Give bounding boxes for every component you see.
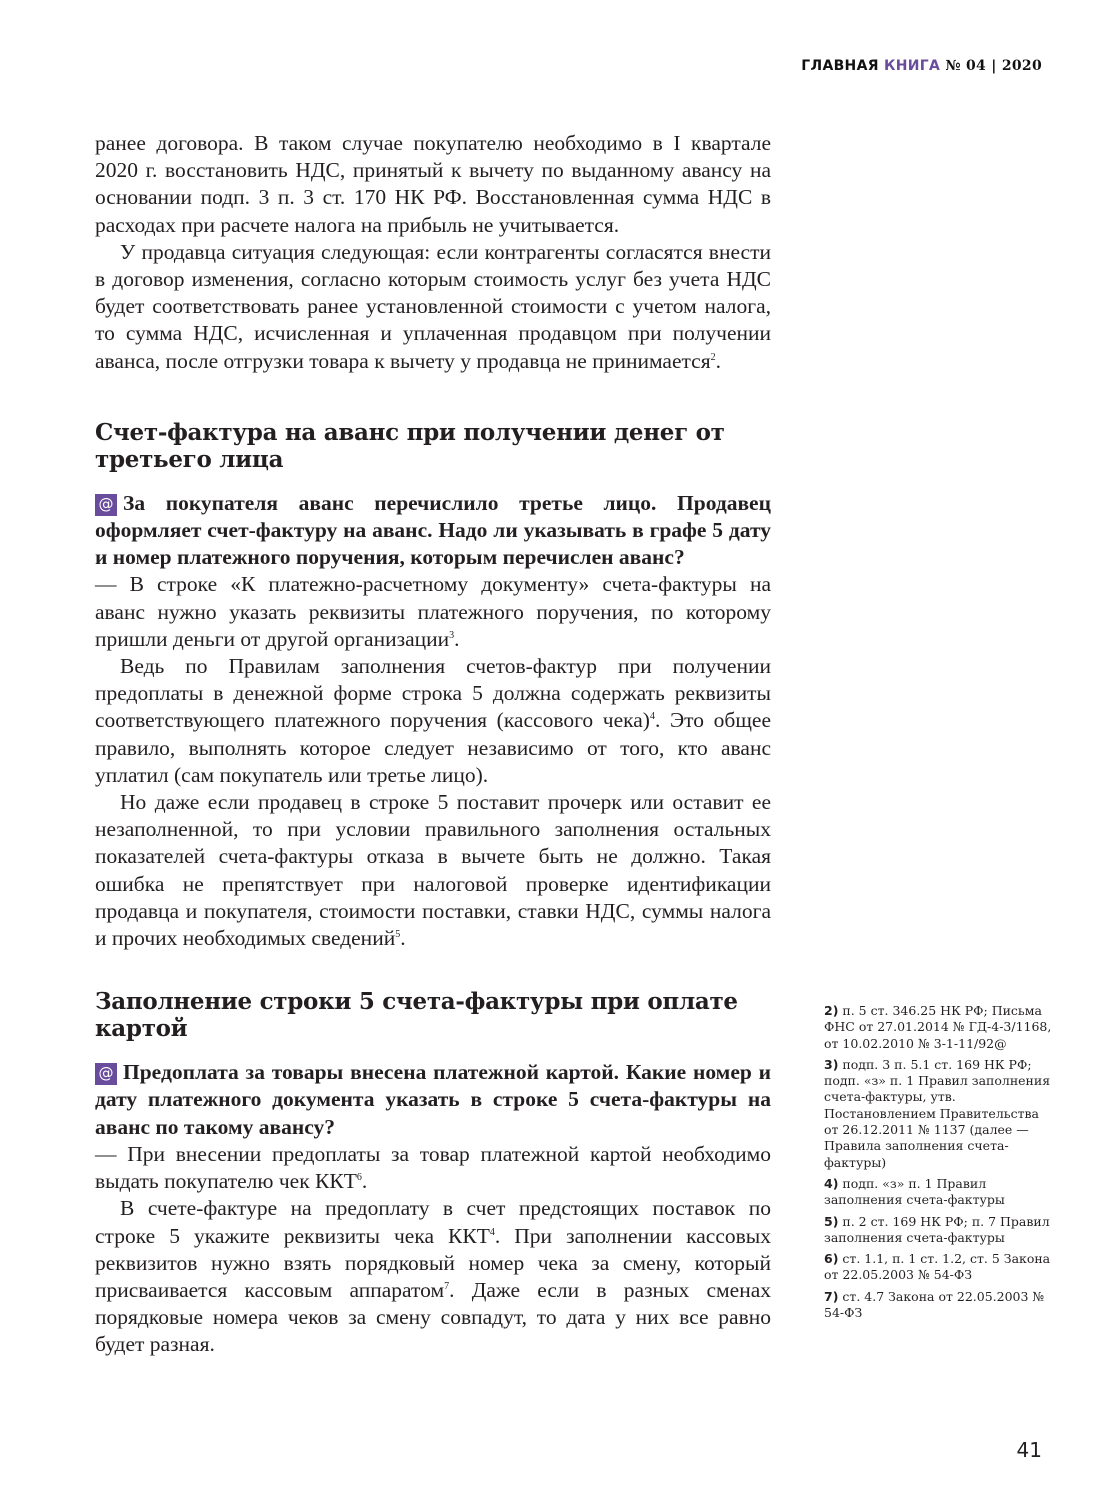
section-heading: Счет-фактура на аванс при получении денег от третьего лица — [95, 418, 725, 473]
footnote: 3) подп. 3 п. 5.1 ст. 169 НК РФ; подп. «з» п. 1 Правил заполнения счета-фактуры, утв. Постановлением Правительства от 26.12.2011 № 1137 (далее — Правила заполнения счета-фактуры) — [824, 1056, 1051, 1170]
brand-name-part1: ГЛАВНАЯ — [801, 58, 879, 74]
answer: — При внесении предоплаты за товар платежной картой необходимо выдать покупателю чек ККТ$^6$. — [95, 1141, 771, 1194]
footnote-ref[interactable]: 2 — [710, 351, 716, 363]
issue-number: № 04 | 2020 — [945, 58, 1042, 74]
footnotes-sidebar — [824, 1003, 1054, 1326]
footnote: 5) п. 2 ст. 169 НК РФ; п. 7 Правил заполнения счета-фактуры — [824, 1213, 1050, 1245]
footnote-ref[interactable]: 3 — [449, 629, 455, 641]
brand-name-part2: КНИГА — [883, 58, 941, 74]
question: @ Предоплата за товары внесена платежной картой. Какие номер и дату платежного документа указать в строке 5 счета-фактуры на аванс по такому авансу? — [95, 1060, 771, 1139]
footnote-ref[interactable]: 6 — [356, 1172, 362, 1184]
footnote: 6) ст. 1.1, п. 1 ст. 1.2, ст. 5 Закона от 22.05.2003 № 54-ФЗ — [824, 1251, 1051, 1283]
footnote: 4) подп. «з» п. 1 Правил заполнения счета-фактуры — [824, 1175, 1005, 1208]
question-at-icon: @ — [95, 1063, 117, 1085]
section-heading: Заполнение строки 5 счета-фактуры при оплате картой — [95, 988, 738, 1043]
paragraph: Но даже если продавец в строке 5 поставит прочерк или оставит ее незаполненной, то при условии правильного заполнения остальных показателей счета-фактуры отказа в вычете быть не должно. Такая ошибка не препятствует при налоговой проверке идентификации продавца и покупателя, стоимости поставки, ставки НДС, суммы налога и прочих необходимых сведений$^5$. — [95, 790, 771, 951]
paragraph: У продавца ситуация следующая: если контрагенты согласятся внести в договор изменения, согласно которым стоимость услуг без учета НДС будет соответствовать ранее установленной стоимости с учетом налога, то сумма НДС, исчисленная и уплаченная продавцом при получении аванса, после отгрузки товара к вычету у продавца не принимается$^2$. — [95, 239, 771, 373]
footnote-ref[interactable]: 4 — [649, 711, 655, 723]
question-at-icon: @ — [95, 494, 117, 516]
page-number: 41 — [1016, 1438, 1042, 1462]
footnote-ref[interactable]: 5 — [395, 929, 401, 941]
footnote: 2) п. 5 ст. 346.25 НК РФ; Письма ФНС от 27.01.2014 № ГД-4-3/1168, от 10.02.2010 № 3-1-11/92@ — [824, 1003, 1052, 1051]
question: @ За покупателя аванс перечислило третье лицо. Продавец оформляет счет-фактуру на аванс. Надо ли указывать в графе 5 дату и номер платежного поручения, которым перечислен аванс? — [95, 490, 771, 570]
footnote-ref[interactable]: 7 — [444, 1280, 450, 1292]
article-body — [95, 130, 771, 1359]
paragraph: ранее договора. В таком случае покупателю необходимо в I квартале 2020 г. восстановить НДС, принятый к вычету по выданному авансу на основании подп. 3 п. 3 ст. 170 НК РФ. Восстановленная сумма НДС в расходах при расчете налога на прибыль не учитывается. — [95, 131, 771, 237]
paragraph: В счете-фактуре на предоплату в счет предстоящих поставок по строке 5 укажите реквизиты чека ККТ$^4$. При заполнении кассовых реквизитов нужно взять порядковый номер чека за смену, который присваивается кассовым аппаратом$^7$. Даже если в разных сменах порядковые номера чеков за смену совпадут, то дата у них все равно будет разная. — [95, 1196, 771, 1357]
footnote-ref[interactable]: 4 — [489, 1226, 495, 1238]
answer: — В строке «К платежно-расчетному документу» счета-фактуры на аванс нужно указать реквизиты платежного поручения, по которому пришли деньги от другой организации$^3$. — [95, 572, 771, 651]
running-header — [801, 58, 1042, 74]
footnote: 7) ст. 4.7 Закона от 22.05.2003 № 54-ФЗ — [824, 1288, 1045, 1321]
paragraph: Ведь по Правилам заполнения счетов-фактур при получении предоплаты в денежной форме строка 5 должна содержать реквизиты соответствующего платежного поручения (кассового чека)$^4$. Это общее правило, выполнять которое следует независимо от того, кто аванс уплатил (сам покупатель или третье лицо). — [95, 654, 771, 787]
